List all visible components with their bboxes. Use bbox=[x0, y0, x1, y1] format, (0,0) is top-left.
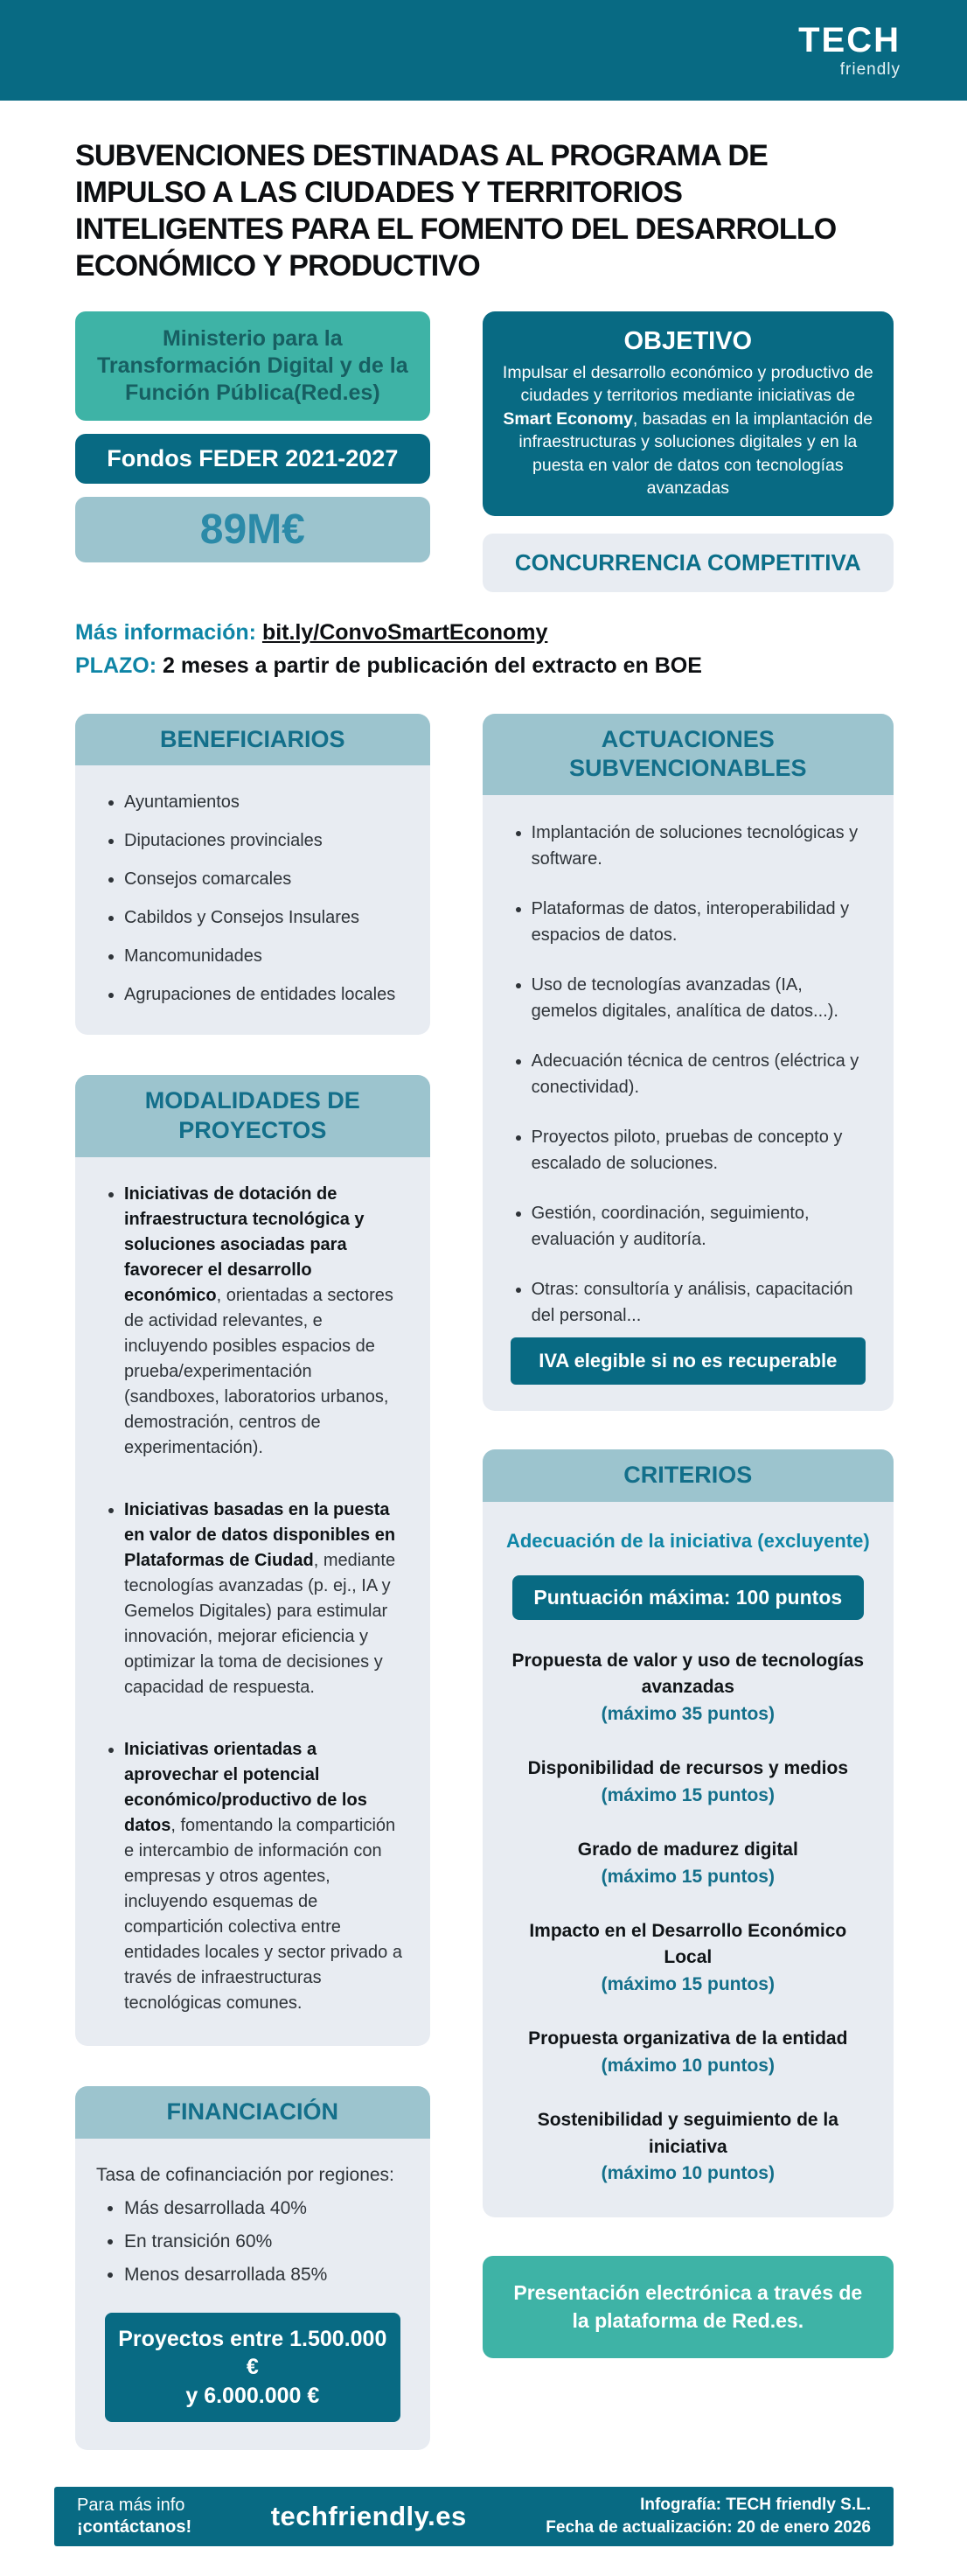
info-lines bbox=[75, 620, 894, 679]
footer-credits-line2: Fecha de actualización: 20 de enero 2026 bbox=[546, 2517, 871, 2537]
footer-contact-line1: Para más info bbox=[77, 2495, 185, 2515]
top-summary-section bbox=[75, 311, 894, 592]
list-item: • Ayuntamientos bbox=[124, 790, 409, 814]
criterio-excluyente: Adecuación de la iniciativa (excluyente) bbox=[505, 1529, 870, 1552]
financiacion-list bbox=[96, 2196, 409, 2288]
modalidad-rest: , fomentando la compartición e intercambio de información con empresas y otros agentes, incluyendo esquemas de compartición colectiva entre entidades locales y sector privado a través de infraestructuras tecnológicas comunes. bbox=[124, 1815, 402, 2013]
financiacion-title: FINANCIACIÓN bbox=[75, 2086, 430, 2139]
criterio-item bbox=[504, 1648, 873, 1728]
list-item: • Adecuación técnica de centros (eléctrica y conectividad). bbox=[532, 1048, 873, 1100]
more-info-link[interactable]: bit.ly/ConvoSmartEconomy bbox=[261, 619, 548, 645]
list-item: • Diputaciones provinciales bbox=[124, 828, 409, 853]
iva-badge: IVA elegible si no es recuperable bbox=[511, 1337, 866, 1385]
techfriendly-logo bbox=[798, 23, 901, 78]
list-item: • Otras: consultoría y análisis, capacitación del personal... bbox=[532, 1276, 873, 1329]
plazo-label: PLAZO: bbox=[75, 653, 157, 678]
footer-credits bbox=[546, 2494, 871, 2538]
objetivo-text-post: , basadas en la implantación de infraestructuras y soluciones digitales y en la puesta en valor de datos con tecnologías avanzadas bbox=[518, 408, 873, 499]
criterio-item bbox=[504, 1918, 873, 1998]
beneficiarios-card bbox=[75, 714, 430, 1036]
financiacion-body bbox=[75, 2139, 430, 2451]
criterios-list bbox=[504, 1648, 873, 2188]
criterio-name: Grado de madurez digital bbox=[577, 1840, 798, 1860]
modalidad-rest: , mediante tecnologías avanzadas (p. ej., IA y Gemelos Digitales) para estimular innovación, mejorar eficiencia y optimizar la toma de decisiones y capacidad de respuesta. bbox=[124, 1550, 396, 1697]
list-item: • Más desarrollada 40% bbox=[124, 2196, 409, 2221]
criterios-card bbox=[483, 1449, 894, 2216]
criterio-points: (máximo 35 puntos) bbox=[601, 1703, 775, 1724]
presentacion-box: Presentación electrónica a través de la plataforma de Red.es. bbox=[483, 2256, 894, 2358]
beneficiarios-title: BENEFICIARIOS bbox=[75, 714, 430, 766]
footer-contact bbox=[77, 2495, 191, 2538]
list-item: • Menos desarrollada 85% bbox=[124, 2263, 409, 2287]
criterio-name: Impacto en el Desarrollo Económico Local bbox=[529, 1921, 847, 1968]
footer-credits-line1: Infografía: TECH friendly S.L. bbox=[640, 2496, 871, 2515]
modalidades-body bbox=[75, 1157, 430, 2046]
project-range-badge bbox=[105, 2313, 400, 2423]
list-item bbox=[124, 1497, 409, 1700]
more-info-label: Más información: bbox=[75, 619, 256, 645]
actuaciones-card bbox=[483, 714, 894, 1412]
main-left-column bbox=[75, 714, 430, 2451]
list-item: • Cabildos y Consejos Insulares bbox=[124, 905, 409, 930]
logo-friendly-text: friendly bbox=[839, 60, 901, 79]
objetivo-text bbox=[500, 361, 876, 500]
list-item: • Gestión, coordinación, seguimiento, evaluación y auditoría. bbox=[532, 1200, 873, 1253]
criterio-name: Disponibilidad de recursos y medios bbox=[527, 1758, 849, 1779]
criterio-item bbox=[504, 2026, 873, 2079]
criterio-points: (máximo 15 puntos) bbox=[601, 1866, 775, 1887]
list-item bbox=[124, 1182, 409, 1461]
project-range-line1: Proyectos entre 1.500.000 € bbox=[118, 2326, 387, 2380]
header-bar bbox=[0, 0, 967, 101]
criterio-name: Propuesta organizativa de la entidad bbox=[528, 2028, 848, 2049]
actuaciones-body bbox=[483, 795, 894, 1411]
modalidad-rest: , orientadas a sectores de actividad relevantes, e incluyendo posibles espacios de prueba/experimentación (sandboxes, laboratorios urbanos, demostración, centros de experimentación). bbox=[124, 1285, 393, 1457]
criterio-points: (máximo 15 puntos) bbox=[601, 1784, 775, 1805]
list-item: • En transición 60% bbox=[124, 2230, 409, 2254]
list-item: • Mancomunidades bbox=[124, 944, 409, 968]
list-item bbox=[124, 1737, 409, 2016]
list-item: • Implantación de soluciones tecnológicas y software. bbox=[532, 820, 873, 872]
objetivo-box bbox=[483, 311, 894, 516]
criterio-points: (máximo 10 puntos) bbox=[601, 2055, 775, 2076]
plazo-line bbox=[75, 653, 894, 679]
concurrencia-box: CONCURRENCIA COMPETITIVA bbox=[483, 534, 894, 592]
criterio-item bbox=[504, 1837, 873, 1890]
financiacion-card bbox=[75, 2086, 430, 2450]
modalidad-lead: Iniciativas basadas en la puesta en valor de datos disponibles en Plataformas de Ciudad bbox=[124, 1499, 396, 1570]
criterio-points: (máximo 15 puntos) bbox=[601, 1973, 775, 1994]
actuaciones-list bbox=[504, 820, 873, 1329]
financiacion-intro: Tasa de cofinanciación por regiones: bbox=[96, 2164, 394, 2185]
top-left-column bbox=[75, 311, 430, 592]
list-item: • Consejos comarcales bbox=[124, 867, 409, 891]
list-item: • Agrupaciones de entidades locales bbox=[124, 982, 409, 1007]
criterios-title: CRITERIOS bbox=[483, 1449, 894, 1502]
modalidad-lead: Iniciativas orientadas a aprovechar el potencial económico/productivo de los datos bbox=[124, 1739, 367, 1835]
top-right-column bbox=[483, 311, 894, 592]
objetivo-text-bold: Smart Economy bbox=[503, 408, 633, 429]
main-content bbox=[75, 714, 894, 2451]
modalidad-lead: Iniciativas de dotación de infraestructura tecnológica y soluciones asociadas para favorecer el desarrollo económico bbox=[124, 1183, 365, 1305]
modalidades-list bbox=[96, 1182, 409, 2016]
actuaciones-title: ACTUACIONES SUBVENCIONABLES bbox=[483, 714, 894, 796]
criterio-item bbox=[504, 1756, 873, 1809]
objetivo-title: OBJETIVO bbox=[623, 326, 753, 355]
main-right-column bbox=[483, 714, 894, 2358]
beneficiarios-list bbox=[96, 790, 409, 1007]
footer-contact-line2: ¡contáctanos! bbox=[77, 2517, 192, 2537]
page-title: SUBVENCIONES DESTINADAS AL PROGRAMA DE IMPULSO A LAS CIUDADES Y TERRITORIOS INTELIGENTES PARA EL FOMENTO DEL DESARROLLO ECONÓMICO Y PRODUCTIVO bbox=[75, 139, 837, 283]
criterio-name: Propuesta de valor y uso de tecnologías avanzadas bbox=[511, 1650, 865, 1698]
feder-funds-badge: Fondos FEDER 2021-2027 bbox=[75, 434, 430, 484]
criterio-name: Sostenibilidad y seguimiento de la iniciativa bbox=[537, 2110, 838, 2157]
more-info-line bbox=[75, 620, 894, 646]
criterio-points: (máximo 10 puntos) bbox=[601, 2163, 775, 2184]
score-badge: Puntuación máxima: 100 puntos bbox=[512, 1575, 864, 1620]
criterio-item bbox=[504, 2107, 873, 2187]
logo-tech-text: TECH bbox=[798, 21, 901, 59]
objetivo-text-pre: Impulsar el desarrollo económico y productivo de ciudades y territorios mediante iniciativas de bbox=[502, 362, 873, 406]
modalidades-card bbox=[75, 1075, 430, 2046]
list-item: • Plataformas de datos, interoperabilidad y espacios de datos. bbox=[532, 896, 873, 948]
footer-bar bbox=[54, 2487, 894, 2545]
project-range-line2: y 6.000.000 € bbox=[185, 2383, 320, 2408]
budget-amount-box: 89M€ bbox=[75, 497, 430, 562]
list-item: • Uso de tecnologías avanzadas (IA, gemelos digitales, analítica de datos...). bbox=[532, 972, 873, 1024]
ministry-box: Ministerio para la Transformación Digital y de la Función Pública(Red.es) bbox=[75, 311, 430, 422]
beneficiarios-body bbox=[75, 765, 430, 1035]
criterios-body bbox=[483, 1502, 894, 2217]
list-item: • Proyectos piloto, pruebas de concepto y escalado de soluciones. bbox=[532, 1124, 873, 1176]
footer-website-link[interactable]: techfriendly.es bbox=[270, 2500, 467, 2531]
modalidades-title: MODALIDADES DE PROYECTOS bbox=[75, 1075, 430, 1157]
plazo-text: 2 meses a partir de publicación del extracto en BOE bbox=[163, 653, 702, 678]
